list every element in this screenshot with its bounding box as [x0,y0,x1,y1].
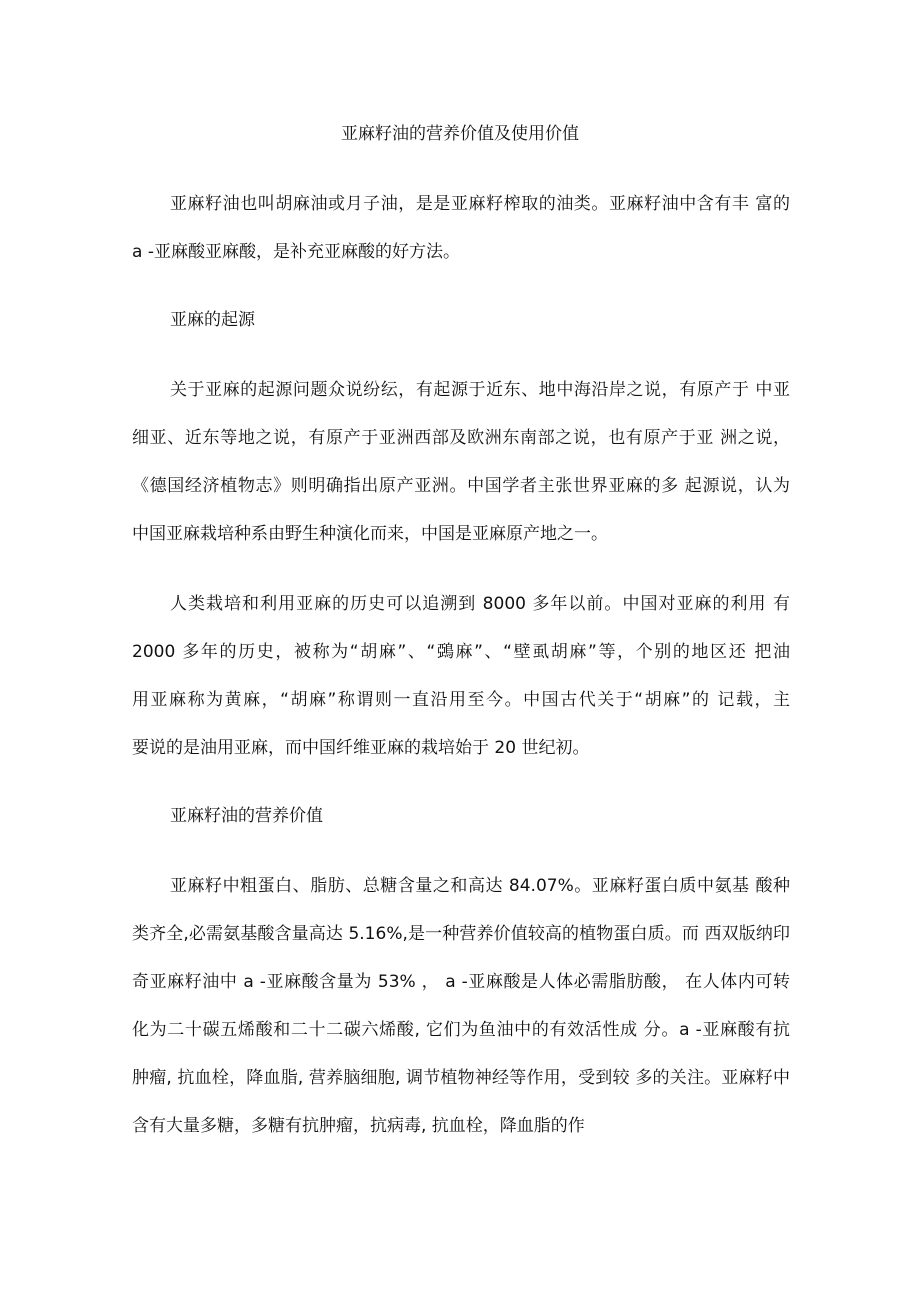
text-line: 亚麻籽中粗蛋白、脂肪、总糖含量之和高达 84.07%。亚麻籽蛋白质中氨基 酸种 [170,876,790,896]
text-line: a -亚麻酸亚麻酸，是补充亚麻酸的好方法。 [132,242,460,262]
text-line: 含有大量多糖，多糖有抗肿瘤，抗病毒, 抗血栓，降血脂的作 [132,1116,585,1136]
text-line: 用亚麻称为黄麻，“胡麻”称谓则一直沿用至今。中国古代关于“胡麻”的 记载，主 [132,690,790,710]
text-line: 细亚、近东等地之说，有原产于亚洲西部及欧洲东南部之说，也有原产于亚 洲之说， [132,428,790,448]
text-line: 肿瘤, 抗血栓，降血脂, 营养脑细胞, 调节植物神经等作用，受到较 多的关注。亚麻籽中 [132,1068,790,1088]
text-line: 类齐全,必需氨基酸含量高达 5.16%,是一种营养价值较高的植物蛋白质。而 西双版纳印 [132,924,790,944]
section-heading-nutrition: 亚麻籽油的营养价值 [170,806,323,826]
text-line: 化为二十碳五烯酸和二十二碳六烯酸, 它们为鱼油中的有效活性成 分。a -亚麻酸有抗 [132,1020,790,1040]
text-line: 2000 多年的历史，被称为“胡麻”、“鵶麻”、“壁虱胡麻”等，个别的地区还 把油 [132,642,790,662]
text-line: 人类栽培和利用亚麻的历史可以追溯到 8000 多年以前。中国对亚麻的利用 有 [170,594,790,614]
text-line: 中国亚麻栽培种系由野生种演化而来，中国是亚麻原产地之一。 [132,524,608,544]
document-title: 亚麻籽油的营养价值及使用价值 [341,124,579,144]
text-line: 关于亚麻的起源问题众说纷纭，有起源于近东、地中海沿岸之说，有原产于 中亚 [170,380,790,400]
text-line: 要说的是油用亚麻，而中国纤维亚麻的栽培始于 20 世纪初。 [132,738,590,758]
text-line: 奇亚麻籽油中 a -亚麻酸含量为 53% ， a -亚麻酸是人体必需脂肪酸， 在人体内可转 [132,972,790,992]
section-heading-origin: 亚麻的起源 [170,310,255,330]
text-line: 亚麻籽油也叫胡麻油或月子油，是是亚麻籽榨取的油类。亚麻籽油中含有丰 富的 [170,194,790,214]
text-line: 《德国经济植物志》则明确指出原产亚洲。中国学者主张世界亚麻的多 起源说，认为 [132,476,790,496]
